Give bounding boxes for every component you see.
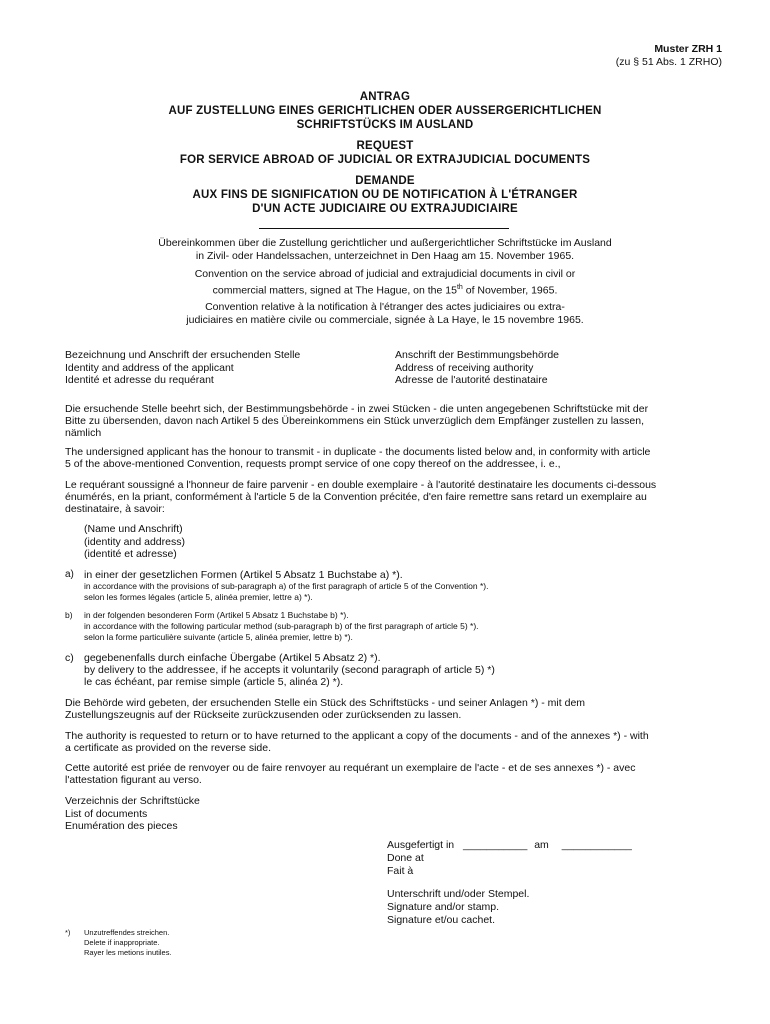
option-b-fr: selon la forme particulière suivante (article 5, alinéa premier, lettre b) *). — [84, 632, 353, 642]
option-c-body — [84, 652, 495, 688]
done-at-de-line — [387, 839, 632, 852]
request-de-line-1: Die ersuchende Stelle beehrt sich, der Bestimmungsbehörde - in zwei Stücken - die unten angegebenen Schriftstücke mit der — [65, 403, 649, 415]
documents-list-labels — [65, 795, 200, 833]
convention-en-line-2-post: of November, 1965. — [462, 284, 558, 297]
convention-en-line-2 — [0, 281, 770, 298]
request-paragraph-fr — [65, 479, 725, 515]
footnote-text — [84, 928, 172, 958]
addressee-block — [84, 523, 185, 561]
title-divider — [259, 228, 509, 229]
signature-fr: Signature et/ou cachet. — [387, 914, 495, 926]
addressee-fr: (identité et adresse) — [84, 548, 177, 561]
addressee-de: (Name und Anschrift) — [84, 523, 183, 535]
request-paragraph-de — [65, 403, 725, 439]
done-at-block — [387, 839, 632, 878]
request-paragraph-en — [65, 446, 725, 470]
title-de-line-1: ANTRAG — [359, 91, 411, 103]
applicant-label-en: Identity and address of the applicant — [65, 361, 234, 374]
applicant-label-de: Bezeichnung und Anschrift der ersuchenden Stelle — [65, 349, 301, 361]
applicant-label-fr: Identité et adresse du requérant — [65, 374, 214, 387]
convention-fr-line-2: judiciaires en matière civile ou commerciale, signée à La Haye, le 15 novembre 1965. — [186, 314, 584, 326]
documents-list-de: Verzeichnis der Schriftstücke — [65, 795, 200, 807]
convention-en-line-2-pre: commercial matters, signed at The Hague, on the 15 — [212, 284, 457, 297]
convention-en-ordinal: th — [456, 284, 463, 291]
option-c-fr: le cas échéant, par remise simple (article 5, alinéa 2) *). — [84, 676, 344, 688]
option-c-de: gegebenenfalls durch einfache Übergabe (Artikel 5 Absatz 2) *). — [84, 652, 381, 664]
date-field[interactable]: ____________ — [561, 839, 632, 851]
request-de-line-2: Bitte zu übersenden, davon nach Artikel 5 des Übereinkommens ein Stück unverzüglich dem Empfänger zustellen zu lassen, — [65, 415, 644, 427]
footnote-fr: Rayer les metions inutiles. — [84, 948, 172, 957]
option-a-body — [84, 569, 488, 603]
convention-de-line-1: Übereinkommen über die Zustellung gerichtlicher und außergerichtlicher Schriftstücke im Ausland — [158, 237, 612, 249]
title-de — [0, 90, 770, 132]
option-a-en: in accordance with the provisions of sub-paragraph a) of the first paragraph of article 5 of the Convention *). — [84, 581, 489, 591]
title-fr-line-3: D'UN ACTE JUDICIAIRE OU EXTRAJUDICIAIRE — [252, 203, 518, 215]
return-de-line-1: Die Behörde wird gebeten, der ersuchenden Stelle ein Stück des Schriftstücks - und seiner Anlagen *) - mit dem — [65, 697, 586, 709]
signature-en: Signature and/or stamp. — [387, 901, 500, 913]
authority-label-fr: Adresse de l'autorité destinataire — [395, 374, 548, 387]
return-paragraph-de — [65, 697, 725, 721]
convention-de-line-2: in Zivil- oder Handelssachen, unterzeichnet in Den Haag am 15. November 1965. — [195, 250, 575, 262]
title-de-line-2: AUF ZUSTELLUNG EINES GERICHTLICHEN ODER AUSSERGERICHTLICHEN — [168, 105, 602, 117]
option-c-label: c) — [65, 652, 74, 664]
option-b-de: in der folgenden besonderen Form (Artikel 5 Absatz 1 Buchstabe b) *). — [84, 610, 349, 620]
applicant-address-labels — [65, 349, 300, 387]
return-en-line-2: a certificate as provided on the reverse side. — [65, 742, 272, 754]
convention-fr — [0, 301, 770, 327]
return-de-line-2: Zustellungszeugnis auf der Rückseite zurückzusenden oder zurücksenden zu lassen. — [65, 709, 462, 721]
option-a-label: a) — [65, 569, 74, 580]
option-b-label: b) — [65, 610, 73, 620]
title-de-line-3: SCHRIFTSTÜCKS IM AUSLAND — [296, 119, 474, 131]
done-at-en: Done at — [387, 852, 424, 864]
title-fr-line-1: DEMANDE — [355, 175, 415, 187]
title-fr — [0, 174, 770, 216]
authority-label-en: Address of receiving authority — [395, 361, 534, 374]
option-a-fr: selon les formes légales (article 5, alinéa premier, lettre a) *). — [84, 592, 313, 602]
authority-label-de: Anschrift der Bestimmungsbehörde — [395, 349, 559, 361]
documents-list-en: List of documents — [65, 807, 148, 820]
request-fr-line-2: énumérés, en la priant, conformément à l'article 5 de la Convention précitée, d'en faire remettre sans retard un exemplaire au — [65, 491, 647, 503]
footnote-de: Unzutreffendes streichen. — [84, 928, 170, 937]
documents-list-fr: Enumération des pieces — [65, 820, 178, 833]
done-at-fr: Fait à — [387, 865, 414, 877]
title-fr-line-2: AUX FINS DE SIGNIFICATION OU DE NOTIFICATION À L'ÉTRANGER — [192, 189, 578, 201]
signature-de: Unterschrift und/oder Stempel. — [387, 888, 530, 900]
form-header — [616, 43, 722, 69]
title-en-line-1: REQUEST — [356, 140, 414, 152]
convention-de — [0, 237, 770, 263]
return-fr-line-2: l'attestation figurant au verso. — [65, 774, 202, 786]
footnote-mark: *) — [65, 928, 71, 937]
signature-block — [387, 888, 529, 927]
done-at-de: Ausgefertigt in — [387, 839, 455, 851]
request-en-line-2: 5 of the above-mentioned Convention, requests prompt service of one copy thereof on the addressee, i. e., — [65, 458, 561, 470]
return-paragraph-en — [65, 730, 725, 754]
option-b-en: in accordance with the following particular method (sub-paragraph b) of the first paragraph of article 5) *). — [84, 621, 479, 631]
convention-fr-line-1: Convention relative à la notification à l'étranger des actes judiciaires ou extra- — [205, 301, 565, 313]
request-fr-line-3: destinataire, à savoir: — [65, 503, 165, 515]
request-fr-line-1: Le requérant soussigné a l'honneur de faire parvenir - en double exemplaire - à l'autorité destinataire les documents ci-dessous — [65, 479, 657, 491]
request-de-line-3: nämlich — [65, 427, 102, 439]
receiving-authority-labels — [395, 349, 559, 387]
title-en — [0, 139, 770, 167]
return-en-line-1: The authority is requested to return or to have returned to the applicant a copy of the documents - and of the annexes *) - with — [65, 730, 649, 742]
date-label: am — [534, 839, 549, 851]
return-fr-line-1: Cette autorité est priée de renvoyer ou de faire renvoyer au requérant un exemplaire de l'acte - et de ses annexes *) - avec — [65, 762, 636, 774]
form-reference: (zu § 51 Abs. 1 ZRHO) — [615, 56, 722, 68]
option-b-body — [84, 610, 479, 643]
convention-en — [0, 268, 770, 298]
place-field[interactable]: ___________ — [463, 839, 528, 851]
request-en-line-1: The undersigned applicant has the honour to transmit - in duplicate - the documents listed below and, in conformity with article — [65, 446, 651, 458]
addressee-en: (identity and address) — [84, 535, 185, 548]
footnote-en: Delete if inappropriate. — [84, 938, 160, 947]
convention-en-line-1: Convention on the service abroad of judicial and extrajudicial documents in civil or — [194, 268, 576, 280]
option-c-en: by delivery to the addressee, if he accepts it voluntarily (second paragraph of article 5) *) — [84, 664, 495, 676]
return-paragraph-fr — [65, 762, 725, 786]
title-en-line-2: FOR SERVICE ABROAD OF JUDICIAL OR EXTRAJUDICIAL DOCUMENTS — [179, 154, 591, 166]
option-a-de: in einer der gesetzlichen Formen (Artikel 5 Absatz 1 Buchstabe a) *). — [84, 569, 403, 581]
form-id: Muster ZRH 1 — [654, 43, 722, 55]
